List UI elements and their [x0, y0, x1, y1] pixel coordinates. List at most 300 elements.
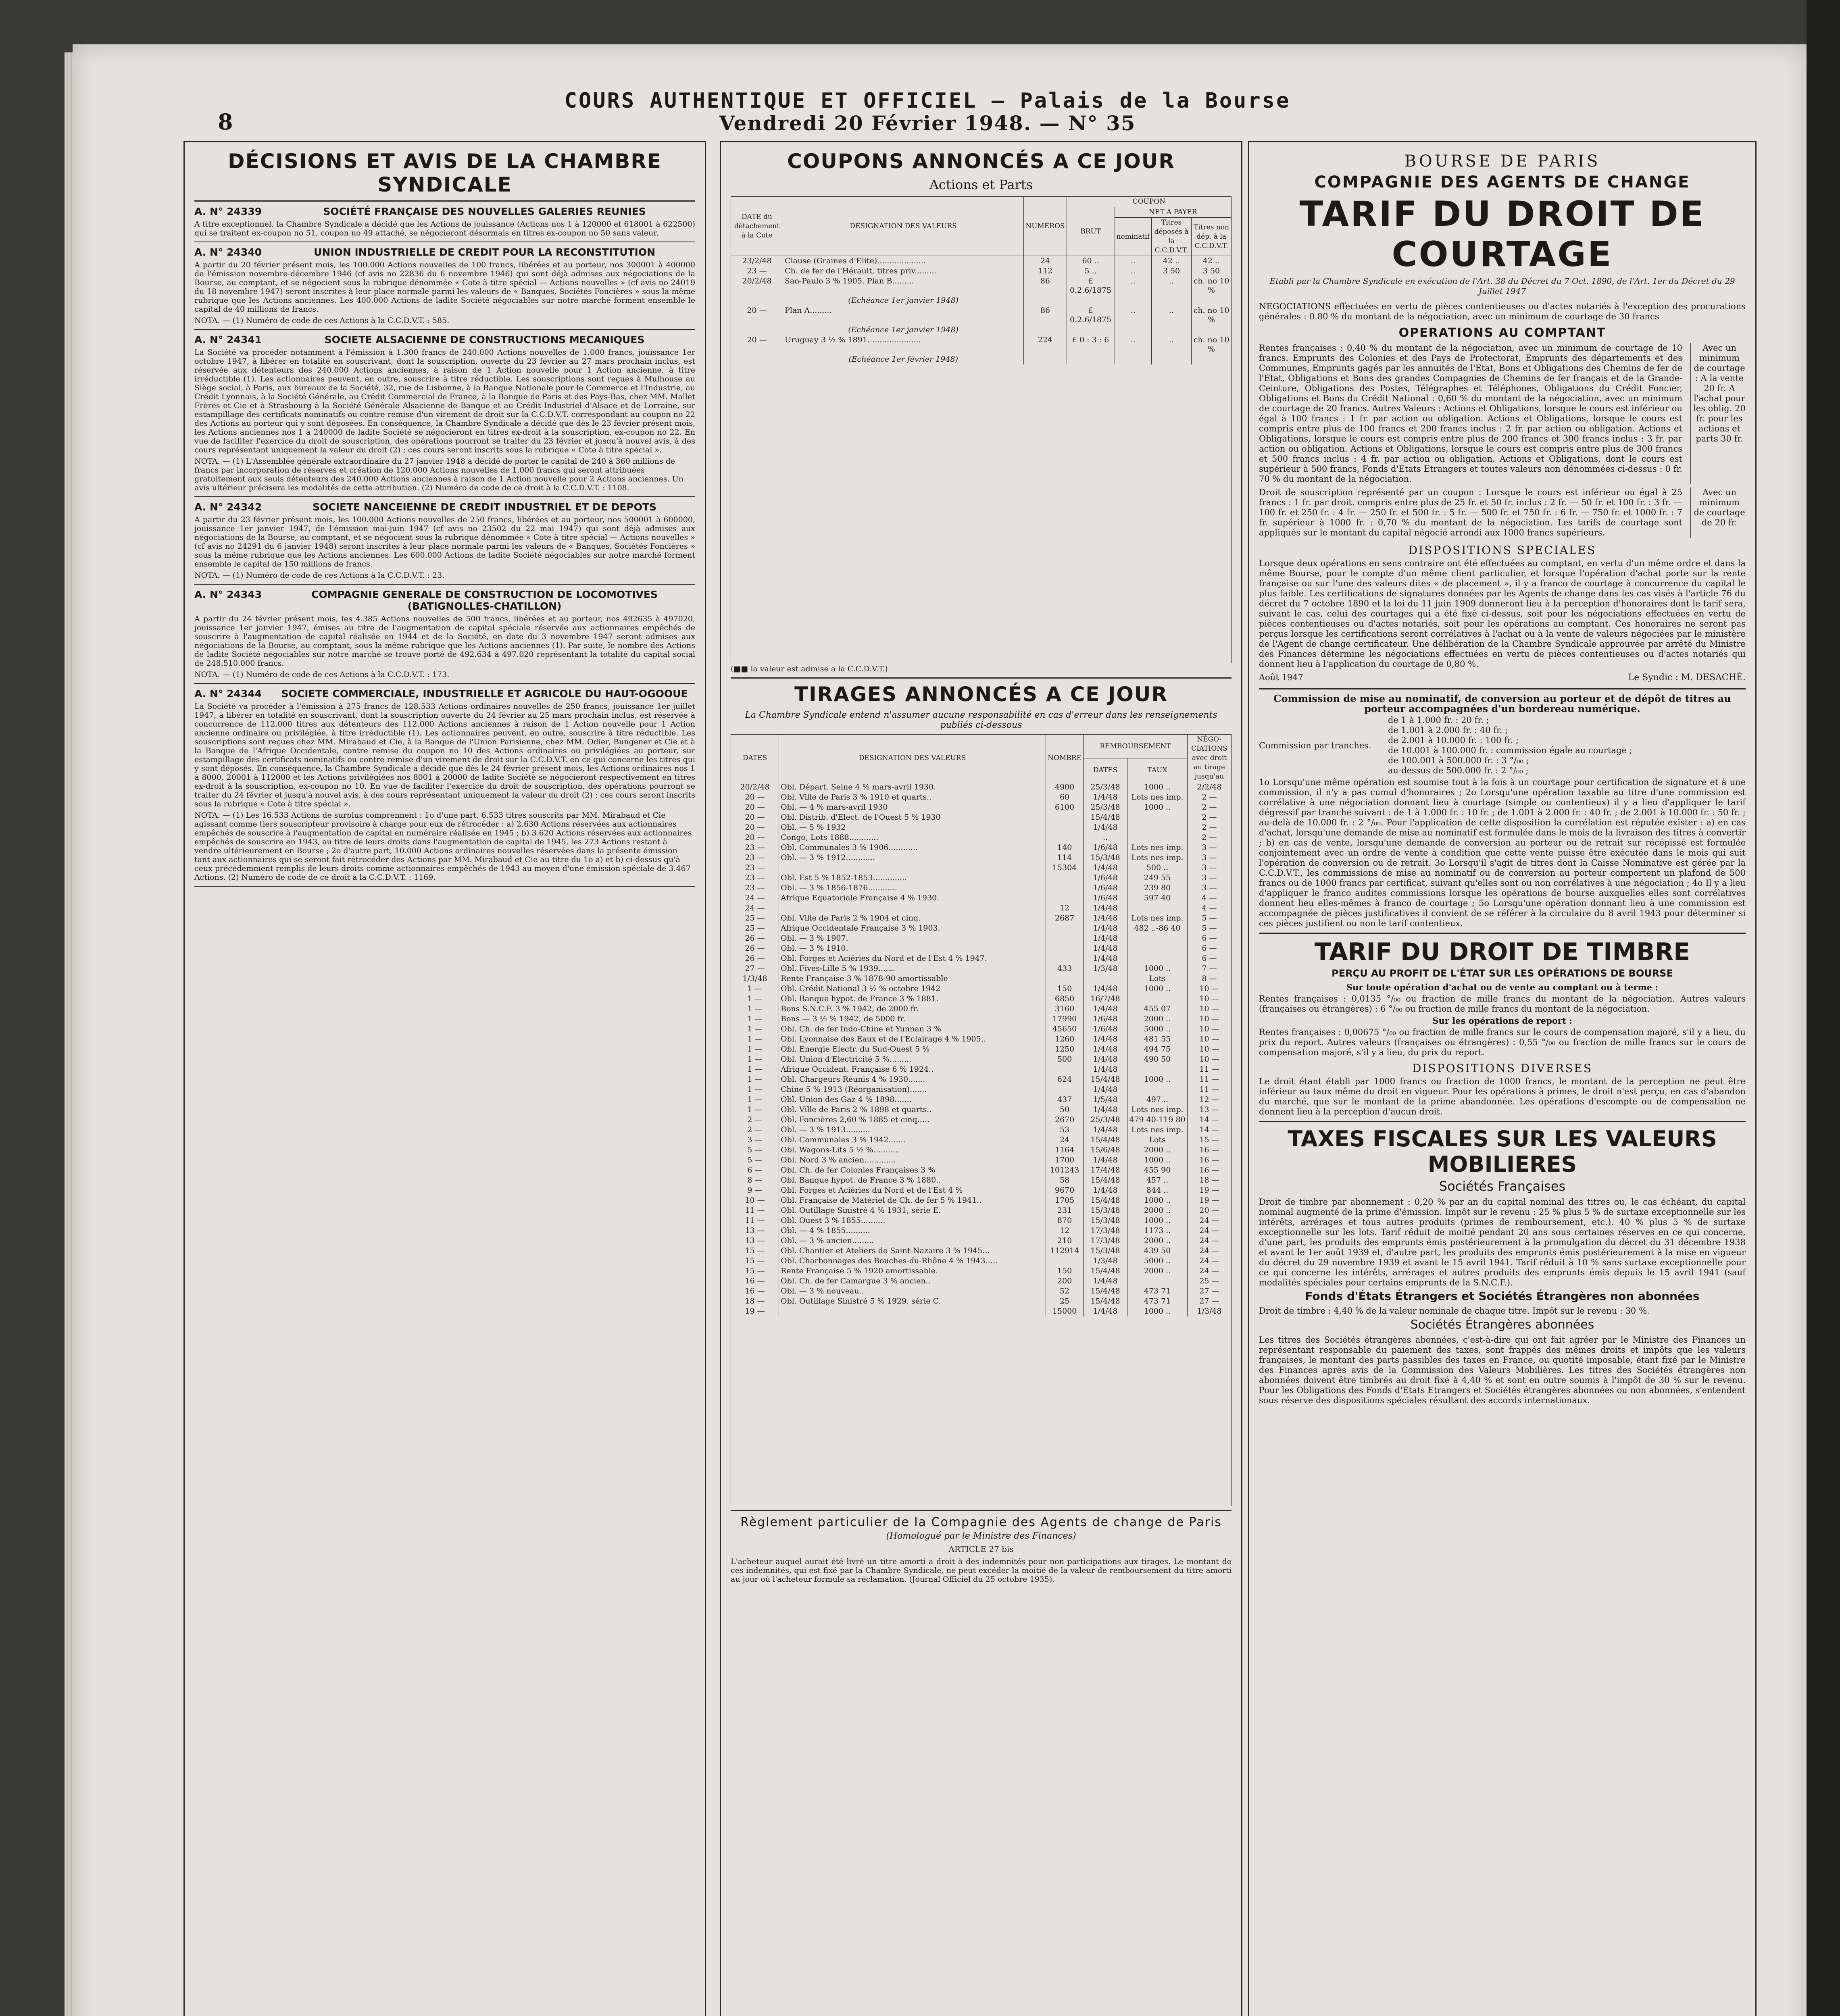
tirage-row	[731, 883, 1232, 893]
tirage-cell-n: 1700	[1046, 1155, 1084, 1165]
tirage-cell-t: 2000 ..	[1127, 1206, 1188, 1216]
tirage-cell-rd: 1/4/48	[1084, 1034, 1127, 1044]
tirage-cell-t	[1127, 954, 1188, 964]
tirage-cell-rd: 1/4/48	[1084, 1054, 1127, 1064]
tirage-cell-rd	[1084, 974, 1127, 984]
tirage-cell-rd: 1/4/48	[1084, 863, 1127, 873]
tirage-cell-des	[779, 903, 1046, 913]
tirage-cell-des	[779, 863, 1046, 873]
tirage-cell-t: 1173 ..	[1127, 1226, 1188, 1236]
tirages-header-taux: TAUX	[1127, 758, 1188, 782]
commission-text: 1o Lorsqu'une même opération est soumise tout à la fois à un courtage pour certification de signature et à une commission, il n'y a pas cumul d'honoraires ; 2o Lorsqu'une opération taxable au titre d'une commission est corrélative à une négociation donnant lieu à courtage (simple ou contentieux) il y a lieu d'appliquer le tarif dégressif par tranche suivant : de 1 à 1.000 fr. : 10 fr. ; de 1.001 à 2.000 fr. : 40 fr. ; de 2.001 à 10.000 fr. : 50 fr. ; au-delà de 10.000 fr. : 2 °/₀₀. Pour l'application de cette disposition la corrélation est réputée exister : a) en cas d'achat, lorsqu'une demande de mise au nominatif est formulée dans le mois de la livraison des titres à convertir ; b) en cas de vente, lorsqu'une demande de conversion au porteur ou de retrait sur récépissé est formulée conjointement avec un ordre de vente à condition que cette vente puisse être exécutée dans le mois qui suit l'opération de conversion ou de retrait. 3o Lorsqu'il s'agit de titres dont la Caisse Nominative est gérée par la C.C.D.V.T., les commissions de mise au nominatif ou de conversion au porteur comportent un plafond de 500 francs ou de 1000 francs par certificat, suivant qu'elles sont ou non corrélatives à une négociation ; 4o Il y a lieu d'appliquer le franco audites commissions lorsque les opérations de bourse auxquelles elles sont corrélatives donnent lieu elles-mêmes à franco de courtage ; 5o Lorsqu'une opération donnant lieu à une commission est accompagnée de pièces justificatives il convient de se référer à la circulaire du 8 avril 1943 pour déterminer si ces pièces justifient ou non le tarif contentieux.	[1259, 777, 1746, 928]
tirage-cell-des: Obl. Charbonnages des Bouches-du-Rhône 4 % 1943.....	[779, 1256, 1046, 1266]
coupon-cell-date: 20/2/48	[731, 276, 783, 296]
tirage-cell-des: Obl. Outillage Sinistré 4 % 1931, série E.	[779, 1206, 1046, 1216]
decisions-title: DÉCISIONS ET AVIS DE LA CHAMBRE SYNDICALE	[228, 150, 662, 196]
coupon-cell-date	[731, 325, 783, 335]
tirage-row	[731, 1236, 1232, 1246]
decision-entry	[194, 334, 695, 497]
coupons-header-nondeposes: Titres non dép. à la C.C.D.V.T.	[1192, 218, 1232, 256]
timbre-subtitle: PERÇU AU PROFIT DE L'ÉTAT SUR LES OPÉRATIONS DE BOURSE	[1332, 968, 1673, 979]
decision-text: A partir du 24 février présent mois, les 4.385 Actions nouvelles de 500 francs, libérées et au porteur, nos 492635 à 497020, jouissance 1er janvier 1947, émises au titre de l'augmentation de capital spéciale réservée aux actionnaires empêchés de souscrire à l'augmentation de capital réalisée en 1944 et de la Société, en date du 3 novembre 1947 seront admises aux négociations de la Bourse, au comptant, sous la même rubrique que les Actions anciennes (1). Par suite, le nombre des Actions de ladite Société négociables sur notre marché se trouve porté de 492.634 à 497.020 représentant la totalité du capital social de 248.510.000 francs.	[194, 614, 695, 668]
tirage-row	[731, 1095, 1232, 1105]
commission-tranche: au-dessus de 500.000 fr. : 2 °/₀₀ ;	[1388, 766, 1529, 775]
decision-number: A. N° 24339	[194, 206, 262, 217]
tirage-cell-rd: 25/3/48	[1084, 1115, 1127, 1125]
tirage-row	[731, 994, 1232, 1004]
tirage-cell-rd: 25/3/48	[1084, 782, 1127, 793]
coupon-cell-brut: 5 ..	[1067, 266, 1115, 276]
tirage-cell-d: 24 —	[731, 903, 779, 913]
tirage-cell-d: 1 —	[731, 984, 779, 994]
tirage-cell-ng: 24 —	[1188, 1246, 1232, 1256]
tirage-cell-n: 60	[1046, 792, 1084, 802]
tirage-cell-ng: 13 —	[1188, 1105, 1232, 1115]
tirage-row	[731, 823, 1232, 833]
tirage-row	[731, 1246, 1232, 1256]
tirage-cell-ng: 2 —	[1188, 792, 1232, 802]
tirage-cell-d: 11 —	[731, 1216, 779, 1226]
tirage-cell-rd: 1/6/48	[1084, 883, 1127, 893]
tirage-cell-d: 18 —	[731, 1296, 779, 1306]
coupon-cell-designation: Clause (Graines d'Elite)....................	[783, 256, 1024, 267]
tirage-cell-t: Lots nes imp.	[1127, 1125, 1188, 1135]
tirage-cell-des: Obl. Wagons-Lits 5 ½ %...........	[779, 1145, 1046, 1155]
compagnie-heading: COMPAGNIE DES AGENTS DE CHANGE	[1314, 173, 1690, 192]
coupon-row	[731, 306, 1232, 325]
tirage-cell-t	[1127, 994, 1188, 1004]
tirage-cell-d: 15 —	[731, 1256, 779, 1266]
tarifs-column	[1248, 141, 1757, 2016]
tirage-cell-ng: 25 —	[1188, 1276, 1232, 1286]
coupon-cell-num: 224	[1024, 335, 1067, 354]
tirage-row	[731, 1024, 1232, 1034]
tirage-cell-t: 439 50	[1127, 1246, 1188, 1256]
tirage-cell-rd: 15/4/48	[1084, 1286, 1127, 1296]
tirages-header-nego: NÉGO-CIATIONS avec droit au tirage jusqu'au	[1188, 735, 1232, 782]
tirages-title: TIRAGES ANNONCÉS A CE JOUR	[794, 683, 1168, 706]
timbre-title: TARIF DU DROIT DE TIMBRE	[1314, 938, 1690, 966]
tirage-cell-des: Obl. — 3 % 1910.	[779, 943, 1046, 954]
tirage-cell-ng: 27 —	[1188, 1296, 1232, 1306]
tirage-cell-rd: 15/3/48	[1084, 1216, 1127, 1226]
tirage-cell-des: Obl. Communales 3 % 1942.......	[779, 1135, 1046, 1145]
tirage-cell-d: 23 —	[731, 873, 779, 883]
tirage-cell-ng: 19 —	[1188, 1185, 1232, 1195]
tirage-cell-rd: 15/3/48	[1084, 1206, 1127, 1216]
tirage-cell-rd: 1/4/48	[1084, 903, 1127, 913]
tirage-cell-ng: 8 —	[1188, 974, 1232, 984]
tirage-cell-t: Lots nes imp.	[1127, 853, 1188, 863]
tirage-cell-d: 23 —	[731, 883, 779, 893]
tirage-cell-d: 13 —	[731, 1226, 779, 1236]
tirage-row	[731, 1075, 1232, 1085]
tirage-cell-ng: 24 —	[1188, 1216, 1232, 1226]
droit-souscription-minimum: Avec un minimum de courtage de 20 fr.	[1690, 487, 1746, 538]
coupon-cell-dep: ..	[1152, 306, 1192, 325]
tirage-cell-ng: 14 —	[1188, 1115, 1232, 1125]
tirage-cell-rd: 15/4/48	[1084, 1135, 1127, 1145]
tirage-cell-ng: 2/2/48	[1188, 782, 1232, 793]
coupon-cell-num: 112	[1024, 266, 1067, 276]
tirage-cell-ng: 7 —	[1188, 964, 1232, 974]
tirage-cell-rd: 1/4/48	[1084, 1276, 1127, 1286]
tirage-cell-d: 20 —	[731, 792, 779, 802]
coupons-tirages-column	[720, 141, 1242, 2016]
decision-note: NOTA. — (1) L'Assemblée générale extraordinaire du 27 janvier 1948 a décidé de porter le capital de 240 à 360 millions de francs par incorporation de réserves et création de 120.000 Actions nouvelles de 1.000 francs qui seront attribuées gratuitement aux seuls détenteurs des 240.000 Actions anciennes à raison de 1 Action nouvelle pour 2 Actions anciennes. Un avis ultérieur précisera les modalités de cette attribution. (2) Numéro de code de ce droit à la C.C.D.V.T. : 1108.	[194, 457, 683, 492]
coupon-cell-nondep: ch. no 10 %	[1192, 276, 1232, 296]
coupon-cell-nondep: 3 50	[1192, 266, 1232, 276]
tirage-cell-des: Obl. Ch. de fer Camargue 3 % ancien..	[779, 1276, 1046, 1286]
tirage-cell-ng: 16 —	[1188, 1155, 1232, 1165]
tirage-cell-n: 50	[1046, 1105, 1084, 1115]
tirage-cell-t: 497 ..	[1127, 1095, 1188, 1105]
tirage-cell-d: 1 —	[731, 1095, 779, 1105]
tirage-cell-ng: 27 —	[1188, 1286, 1232, 1296]
tirage-cell-d: 23 —	[731, 853, 779, 863]
tirage-cell-ng: 24 —	[1188, 1236, 1232, 1246]
coupon-cell-brut: £ 0.2.6/1875	[1067, 276, 1115, 296]
tirage-cell-ng: 16 —	[1188, 1165, 1232, 1175]
decision-text: A partir du 23 février présent mois, les 100.000 Actions nouvelles de 250 francs, libérées et au porteur, nos 500001 à 600000, jouissance 1er janvier 1947, de l'émission mai-juin 1947 (cf avis no 23502 du 22 mai 1947) qui sont déjà admises aux négociations de la Bourse, au comptant, et se négocient sous la rubrique dénommée « Cote à titre spécial — Actions nouvelles » (cf avis no 24291 du 6 janvier 1948) seront inscrites à leur place normale parmi les valeurs de « Banques, Sociétés Foncières » sous la même rubrique que les Actions anciennes. Les 600.000 Actions de ladite Société négociables sur notre marché forment ensemble le capital de 150 millions de francs.	[194, 515, 695, 569]
tirages-header-dates: DATES	[731, 735, 779, 782]
tirage-cell-d: 5 —	[731, 1155, 779, 1165]
tirage-cell-n	[1046, 933, 1084, 943]
commission-tranche: de 2.001 à 10.000 fr. : 100 fr. ;	[1388, 735, 1519, 745]
tirage-cell-d: 27 —	[731, 964, 779, 974]
tirage-cell-rd: 1/4/48	[1084, 792, 1127, 802]
tirage-cell-ng: 24 —	[1188, 1226, 1232, 1236]
reglement-article: ARTICLE 27 bis	[948, 1544, 1014, 1554]
tirages-table-blank	[731, 1316, 1232, 1506]
timbre-text-2: Rentes françaises : 0,00675 °/₀₀ ou fraction de mille francs sur le cours de compensation majoré, s'il y a lieu, du prix du report. Autres valeurs (françaises ou étrangères) : 0,55 °/₀₀ ou fraction de mille francs sur le cours de compensation majoré, s'il y a lieu, du prix du report.	[1259, 1027, 1746, 1057]
tirage-cell-d: 15 —	[731, 1246, 779, 1256]
coupon-row	[731, 256, 1232, 267]
tirage-row	[731, 802, 1232, 812]
tirage-cell-n: 12	[1046, 903, 1084, 913]
coupon-cell-nom	[1115, 354, 1151, 364]
decision-entry	[194, 206, 695, 242]
tirages-header-rdates: DATES	[1084, 758, 1127, 782]
coupon-row	[731, 335, 1232, 354]
tirage-cell-d: 25 —	[731, 923, 779, 933]
decision-entry	[194, 589, 695, 684]
tirage-row	[731, 1145, 1232, 1155]
tirage-cell-t: 1000 ..	[1127, 984, 1188, 994]
tirage-cell-d: 1 —	[731, 1075, 779, 1085]
tirage-cell-t	[1127, 903, 1188, 913]
tirage-cell-rd: 15/3/48	[1084, 1246, 1127, 1256]
tirage-cell-ng: 11 —	[1188, 1075, 1232, 1085]
tirage-cell-t: Lots	[1127, 974, 1188, 984]
tirage-cell-n: 210	[1046, 1236, 1084, 1246]
tirage-cell-ng: 10 —	[1188, 1034, 1232, 1044]
decision-note: NOTA. — (1) Numéro de code de ces Actions à la C.C.D.V.T. : 23.	[194, 571, 445, 580]
tirage-cell-t: 481 55	[1127, 1034, 1188, 1044]
coupons-header-deposes: Titres déposés à la C.C.D.V.T.	[1152, 218, 1192, 256]
tirage-cell-t: 2000 ..	[1127, 1236, 1188, 1246]
tirage-cell-n: 12	[1046, 1226, 1084, 1236]
tirage-cell-d: 20 —	[731, 823, 779, 833]
tirage-cell-des: Obl. Ville de Paris 3 % 1910 et quarts..	[779, 792, 1046, 802]
coupons-header-brut: BRUT	[1067, 207, 1115, 256]
tirage-cell-d: 5 —	[731, 1145, 779, 1155]
tirage-cell-des: Obl. Banque hypot. de France 3 % 1880..	[779, 1175, 1046, 1185]
tirage-cell-n: 231	[1046, 1206, 1084, 1216]
tirage-cell-des: Obl. Banque hypot. de France 3 % 1881.	[779, 994, 1046, 1004]
tirage-cell-t: Lots nes imp.	[1127, 1105, 1188, 1115]
tirage-cell-des: Obl. Ch. de fer Colonies Françaises 3 %	[779, 1165, 1046, 1175]
tirage-cell-t	[1127, 1064, 1188, 1075]
tirage-cell-n: 1705	[1046, 1195, 1084, 1206]
tirage-cell-rd: 1/3/48	[1084, 964, 1127, 974]
tirage-cell-n	[1046, 954, 1084, 964]
tirage-cell-des: Obl. Ouest 3 % 1855..........	[779, 1216, 1046, 1226]
tirage-cell-ng: 12 —	[1188, 1095, 1232, 1105]
tirage-cell-ng: 3 —	[1188, 863, 1232, 873]
tirage-cell-rd: 15/4/48	[1084, 1075, 1127, 1085]
tirages-header-designation: DÉSIGNATION DES VALEURS	[779, 735, 1046, 782]
tirage-cell-des: Obl. — 4 % 1855..........	[779, 1226, 1046, 1236]
tirage-cell-rd: 1/4/48	[1084, 984, 1127, 994]
tirage-cell-des: Obl. — 3 % 1856-1876............	[779, 883, 1046, 893]
tirage-cell-n	[1046, 893, 1084, 903]
decision-title: SOCIETE NANCEIENNE DE CREDIT INDUSTRIEL ET DE DEPOTS	[313, 501, 657, 513]
tirage-cell-des: Obl. Est 5 % 1852-1853..............	[779, 873, 1046, 883]
tirage-cell-t: 479 40-119 80	[1127, 1115, 1188, 1125]
societes-francaises-text: Droit de timbre par abonnement : 0,20 % par an du capital nominal des titres ou, le cas échéant, du capital nominal augmenté de la prime d'émission. Impôt sur le revenu : 25 % plus 5 % de surtaxe exceptionnelle sur les intérêts, arrérages et tous autres produits (primes de remboursement, etc.). 40 % plus 5 % de surtaxe exceptionnelle sur les lots. Tarif réduit de moitié pendant 20 ans sous certaines réserves en ce qui concerne, d'une part, les produits des emprunts émis postérieurement à la promulgation du décret du 31 décembre 1938 et avant le 1er août 1939 et, d'autre part, les produits des emprunts émis postérieurement à la mise en vigueur du décret du 29 novembre 1939 et avant le 15 avril 1941. Tarif réduit à 10 % sans surtaxe exceptionnelle pour ce qui concerne les intérêts, arrérages et autres produits des emprunts émis depuis le 15 avril 1941 (sauf modalités spéciales pour certains emprunts de la S.N.C.F.).	[1259, 1197, 1746, 1287]
tirage-cell-des: Obl. Union des Gaz 4 % 1898.......	[779, 1095, 1046, 1105]
tirage-cell-d: 16 —	[731, 1276, 779, 1286]
tirage-cell-des: Afrique Equatoriale Française 4 % 1930.	[779, 893, 1046, 903]
tirage-cell-ng: 5 —	[1188, 923, 1232, 933]
decision-title: SOCIETE ALSACIENNE DE CONSTRUCTIONS MECANIQUES	[324, 334, 645, 346]
reglement-text: L'acheteur auquel aurait été livré un titre amorti a droit à des indemnités pour non participations aux tirages. Le montant de ces indemnités, qui est fixé par la Chambre Syndicale, ne peut excéder la moitié de la valeur de remboursement du titre amorti au jour où l'acheteur formule sa réclamation. (Journal Officiel du 25 octobre 1935).	[731, 1557, 1232, 1584]
tirage-cell-n: 101243	[1046, 1165, 1084, 1175]
tirage-cell-d: 1 —	[731, 1014, 779, 1024]
tirage-cell-t: 494 75	[1127, 1044, 1188, 1054]
tirage-cell-des: Obl. Ville de Paris 2 % 1904 et cinq.	[779, 913, 1046, 923]
decision-number: A. N° 24341	[194, 334, 262, 346]
tirages-header-remboursement: REMBOURSEMENT	[1084, 735, 1188, 758]
tirage-cell-rd: 1/4/48	[1084, 1044, 1127, 1054]
tirage-cell-ng: 16 —	[1188, 1145, 1232, 1155]
tirage-row	[731, 1306, 1232, 1316]
tirage-cell-d: 26 —	[731, 954, 779, 964]
tirage-cell-des: Bons S.N.C.F. 3 % 1942, de 2000 fr.	[779, 1004, 1046, 1014]
coupon-cell-designation: (Echéance 1er janvier 1948)	[783, 325, 1024, 335]
tirage-row	[731, 1115, 1232, 1125]
tirage-row	[731, 1276, 1232, 1286]
tirage-cell-d: 26 —	[731, 943, 779, 954]
tirage-cell-n: 870	[1046, 1216, 1084, 1226]
tirage-cell-n: 15000	[1046, 1306, 1084, 1316]
tirage-cell-ng: 2 —	[1188, 833, 1232, 843]
tirage-cell-d: 10 —	[731, 1195, 779, 1206]
tirage-cell-t: 455 90	[1127, 1165, 1188, 1175]
tirage-cell-des: Obl. Distrib. d'Elect. de l'Ouest 5 % 1930	[779, 812, 1046, 823]
tirage-cell-ng: 6 —	[1188, 933, 1232, 943]
tirage-cell-des: Obl. Foncières 2,60 % 1885 et cinq.....	[779, 1115, 1046, 1125]
coupon-cell-nondep	[1192, 354, 1232, 364]
coupon-cell-designation: (Echéance 1er janvier 1948)	[783, 296, 1024, 306]
tirage-cell-t: 473 71	[1127, 1296, 1188, 1306]
reglement-subtitle: (Homologué par le Ministre des Finances)	[886, 1531, 1076, 1541]
tirage-cell-des: Obl. — 3 % 1907.	[779, 933, 1046, 943]
coupon-cell-dep: 42 ..	[1152, 256, 1192, 267]
tirage-cell-ng: 3 —	[1188, 873, 1232, 883]
syndic-signature: Le Syndic : M. DESACHÉ.	[1628, 673, 1746, 683]
tirage-row	[731, 1206, 1232, 1216]
tirage-row	[731, 1165, 1232, 1175]
tirage-cell-rd: 1/4/48	[1084, 933, 1127, 943]
coupon-cell-dep	[1152, 354, 1192, 364]
tirage-row	[731, 954, 1232, 964]
tirage-cell-des: Afrique Occidentale Française 3 % 1903.	[779, 923, 1046, 933]
tirage-cell-t: 500 ..	[1127, 863, 1188, 873]
tirage-cell-d: 1 —	[731, 1105, 779, 1115]
tirage-cell-rd: 1/6/48	[1084, 893, 1127, 903]
tirage-row	[731, 1286, 1232, 1296]
tirage-row	[731, 1266, 1232, 1276]
tirage-cell-ng: 6 —	[1188, 943, 1232, 954]
commission-tranche: de 1 à 1.000 fr. : 20 fr. ;	[1388, 715, 1489, 725]
tirage-cell-rd: 17/3/48	[1084, 1236, 1127, 1246]
decision-title: SOCIETE COMMERCIALE, INDUSTRIELLE ET AGRICOLE DU HAUT-OGOOUE	[281, 688, 688, 700]
tirage-cell-d: 13 —	[731, 1236, 779, 1246]
tirage-cell-d: 2 —	[731, 1125, 779, 1135]
page-number: 8	[218, 109, 233, 135]
dispositions-text: Lorsque deux opérations en sens contraire ont été effectuées au comptant, en vertu d'un même ordre et dans la même Bourse, pour le compte d'un même client particulier, et lorsque l'opération d'achat porte sur la rente française ou sur l'une des valeurs dites « de placement », il y a franco de courtage à concurrence du capital le plus faible. Les certifications de signatures données par les Agents de change dans les cas visés à l'article 76 du décret du 7 octobre 1890 et la loi du 11 juin 1909 donneront lieu à la perception d'honoraires dont le tarif sera, suivant le cas, celui des courtages qui a été fixé ci-dessus, soit pour les négociations effectuées en vertu de pièces contentieuses ou d'actes notariés, soit pour les opérations au comptant. Ces honoraires ne seront pas perçus lorsque les certifications seront corrélatives à l'achat ou à la vente de valeurs négociées par le ministère de l'Agent de change certificateur. Une délibération de la Chambre Syndicale approuvée par arrêté du Ministre des Finances détermine les négociations effectuées en vertu de pièces contentieuses ou d'actes notariés qui donnent lieu à l'application du courtage de 0,80 %.	[1259, 558, 1746, 669]
decisions-column	[183, 141, 706, 2016]
tirage-cell-des: Obl. Nord 3 % ancien.............	[779, 1155, 1046, 1165]
tirage-cell-n	[1046, 1085, 1084, 1095]
tirage-cell-ng: 4 —	[1188, 903, 1232, 913]
coupon-cell-nom: ..	[1115, 306, 1151, 325]
tirage-cell-d: 23 —	[731, 863, 779, 873]
decision-note: NOTA. — (1) Numéro de code de ces Actions à la C.C.D.V.T. : 173.	[194, 670, 450, 679]
tirage-cell-n: 9670	[1046, 1185, 1084, 1195]
tirage-cell-ng: 10 —	[1188, 994, 1232, 1004]
tirage-cell-n	[1046, 1256, 1084, 1266]
tirage-cell-ng: 3 —	[1188, 843, 1232, 853]
tirage-cell-n: 500	[1046, 1054, 1084, 1064]
tirage-row	[731, 1105, 1232, 1115]
timbre-text-3: Le droit étant établi par 1000 francs ou fraction de 1000 francs, le montant de la perception ne peut être inférieur au taux même du droit en vigueur. Pour les opérations à primes, le droit n'est perçu, en cas d'abandon du marché, que sur le montant de la prime abandonnée. Les opérations d'escompte ou de compensation ne donnent lieu à la perception d'aucun droit.	[1259, 1077, 1746, 1116]
tirage-cell-n: 1164	[1046, 1145, 1084, 1155]
page-header-title: COURS AUTHENTIQUE ET OFFICIEL — Palais de la Bourse	[564, 89, 1291, 113]
tirage-cell-t: 1000 ..	[1127, 1155, 1188, 1165]
tirage-cell-ng: 14 —	[1188, 1125, 1232, 1135]
coupon-cell-nondep	[1192, 325, 1232, 335]
coupon-cell-nom: ..	[1115, 256, 1151, 267]
tirage-row	[731, 812, 1232, 823]
tirage-cell-n: 437	[1046, 1095, 1084, 1105]
tirage-row	[731, 1125, 1232, 1135]
tirage-cell-d: 3 —	[731, 1135, 779, 1145]
tirage-cell-n: 17990	[1046, 1014, 1084, 1024]
tirage-cell-n: 25	[1046, 1296, 1084, 1306]
decision-text: La Société va procéder notamment à l'émission à 1.300 francs de 240.000 Actions nouvelles de 1.000 francs, jouissance 1er octobre 1947, à libérer en totalité en souscrivant, dont la souscription, ouverte du 23 février au 27 mars prochain inclus, est réservée aux détenteurs des 240.000 Actions anciennes, à raison de 1 Action nouvelle pour 1 Action ancienne, à titre irréductible (1). Les actionnaires peuvent, en outre, souscrire à titre réductible. Les souscriptions sont reçues à Mulhouse au Siège social, à Paris, aux bureaux de la Société, 32, rue de Lisbonne, à la Banque Nationale pour le Commerce et l'Industrie, au Crédit Lyonnais, à la Société Générale, au Crédit Commercial de France, à la Banque de Paris et des Pays-Bas, chez MM. Mallet Frères et Cie et à Strasbourg à la Société Générale Alsacienne de Banque et au Crédit Industriel d'Alsace et de Lorraine, sur estampillage des certificats nominatifs ou contre remise d'un virement de droit sur la C.C.D.V.T. correspondant au coupon no 22 des Actions au porteur qui y sont déposées. En conséquence, la Chambre Syndicale a décidé que dès le 23 février présent mois, les Actions anciennes nos 1 à 240000 de ladite Société se négocieront en titres ex-droit à la souscription, ex-coupon no 22. En vue de faciliter l'exercice du droit de souscription, des opérations pourront se traiter du 23 février et jusqu'à nouvel avis, à des cours représentant uniquement la valeur du droit (2) ; ces cours seront inscrits sous la rubrique « Cote à titre spécial ».	[194, 348, 695, 454]
tirage-row	[731, 1014, 1232, 1024]
tirage-cell-rd: 1/6/48	[1084, 1024, 1127, 1034]
tirage-cell-n: 2670	[1046, 1115, 1084, 1125]
decision-title: SOCIÉTÉ FRANÇAISE DES NOUVELLES GALERIES REUNIES	[323, 206, 646, 217]
coupon-cell-date: 20 —	[731, 335, 783, 354]
tirage-row	[731, 863, 1232, 873]
timbre-heading-1: Sur toute opération d'achat ou de vente au comptant ou à terme :	[1346, 982, 1659, 992]
tirage-cell-t	[1127, 812, 1188, 823]
tirage-cell-rd: 15/3/48	[1084, 853, 1127, 863]
tirage-cell-ng: 18 —	[1188, 1175, 1232, 1185]
tirage-cell-n: 200	[1046, 1276, 1084, 1286]
coupons-table	[731, 196, 1232, 364]
tirage-cell-rd: 1/4/48	[1084, 1105, 1127, 1115]
coupon-cell-brut: £ 0 : 3 : 6	[1067, 335, 1115, 354]
coupon-row	[731, 325, 1232, 335]
tirage-cell-ng: 4 —	[1188, 893, 1232, 903]
tirage-cell-t: 457 ..	[1127, 1175, 1188, 1185]
tirage-cell-des: Obl. — 3 % 1912............	[779, 853, 1046, 863]
decision-number: A. N° 24342	[194, 501, 262, 513]
tirage-cell-d: 1 —	[731, 1004, 779, 1014]
tirage-cell-ng: 11 —	[1188, 1064, 1232, 1075]
tirage-cell-rd: 1/5/48	[1084, 1095, 1127, 1105]
tirage-cell-des: Obl. Chargeurs Réunis 4 % 1930.......	[779, 1075, 1046, 1085]
tirages-header-nombre: NOMBRE	[1046, 735, 1084, 782]
tirage-cell-t: 1000 ..	[1127, 782, 1188, 793]
tirage-cell-rd: 25/3/48	[1084, 802, 1127, 812]
coupon-cell-nondep	[1192, 296, 1232, 306]
coupon-cell-nom: ..	[1115, 266, 1151, 276]
tirage-row	[731, 1226, 1232, 1236]
tirage-cell-t: 1000 ..	[1127, 1195, 1188, 1206]
coupon-cell-designation: Sao-Paulo 3 % 1905. Plan B.........	[783, 276, 1024, 296]
tirage-row	[731, 1175, 1232, 1185]
tirage-cell-ng: 10 —	[1188, 1024, 1232, 1034]
tirage-row	[731, 833, 1232, 843]
tirage-cell-d: 2 —	[731, 1115, 779, 1125]
tirage-cell-n: 6100	[1046, 802, 1084, 812]
tirage-row	[731, 923, 1232, 933]
coupon-cell-brut	[1067, 325, 1115, 335]
coupon-cell-num: 86	[1024, 306, 1067, 325]
tirage-row	[731, 853, 1232, 863]
tirage-cell-t: 1000 ..	[1127, 1075, 1188, 1085]
coupon-cell-brut	[1067, 354, 1115, 364]
tirage-row	[731, 974, 1232, 984]
tirage-cell-rd: 15/4/48	[1084, 1175, 1127, 1185]
tirage-row	[731, 1034, 1232, 1044]
timbre-heading-3: DISPOSITIONS DIVERSES	[1412, 1062, 1593, 1075]
tirage-cell-n: 114	[1046, 853, 1084, 863]
tirage-cell-d: 15 —	[731, 1266, 779, 1276]
tirage-cell-rd: 1/4/48	[1084, 1125, 1127, 1135]
decision-number: A. N° 24343	[194, 589, 262, 600]
tirage-cell-ng: 6 —	[1188, 954, 1232, 964]
tirage-cell-des: Rente Française 3 % 1878-90 amortissable	[779, 974, 1046, 984]
tirage-cell-n	[1046, 974, 1084, 984]
tirage-cell-des: Obl. — 3 % nouveau..	[779, 1286, 1046, 1296]
commission-tranche: de 1.001 à 2.000 fr. : 40 fr. ;	[1388, 725, 1508, 735]
coupon-cell-nondep: 42 ..	[1192, 256, 1232, 267]
bourse-heading: BOURSE DE PARIS	[1404, 152, 1600, 171]
tirage-cell-ng: 2 —	[1188, 812, 1232, 823]
tirage-cell-rd: 1/4/48	[1084, 1004, 1127, 1014]
fonds-etrangers-text: Droit de timbre : 4,40 % de la valeur nominale de chaque titre. Impôt sur le revenu : 30 %.	[1259, 1306, 1650, 1316]
tirage-cell-t: 1000 ..	[1127, 964, 1188, 974]
tirage-cell-rd: 15/4/48	[1084, 1266, 1127, 1276]
